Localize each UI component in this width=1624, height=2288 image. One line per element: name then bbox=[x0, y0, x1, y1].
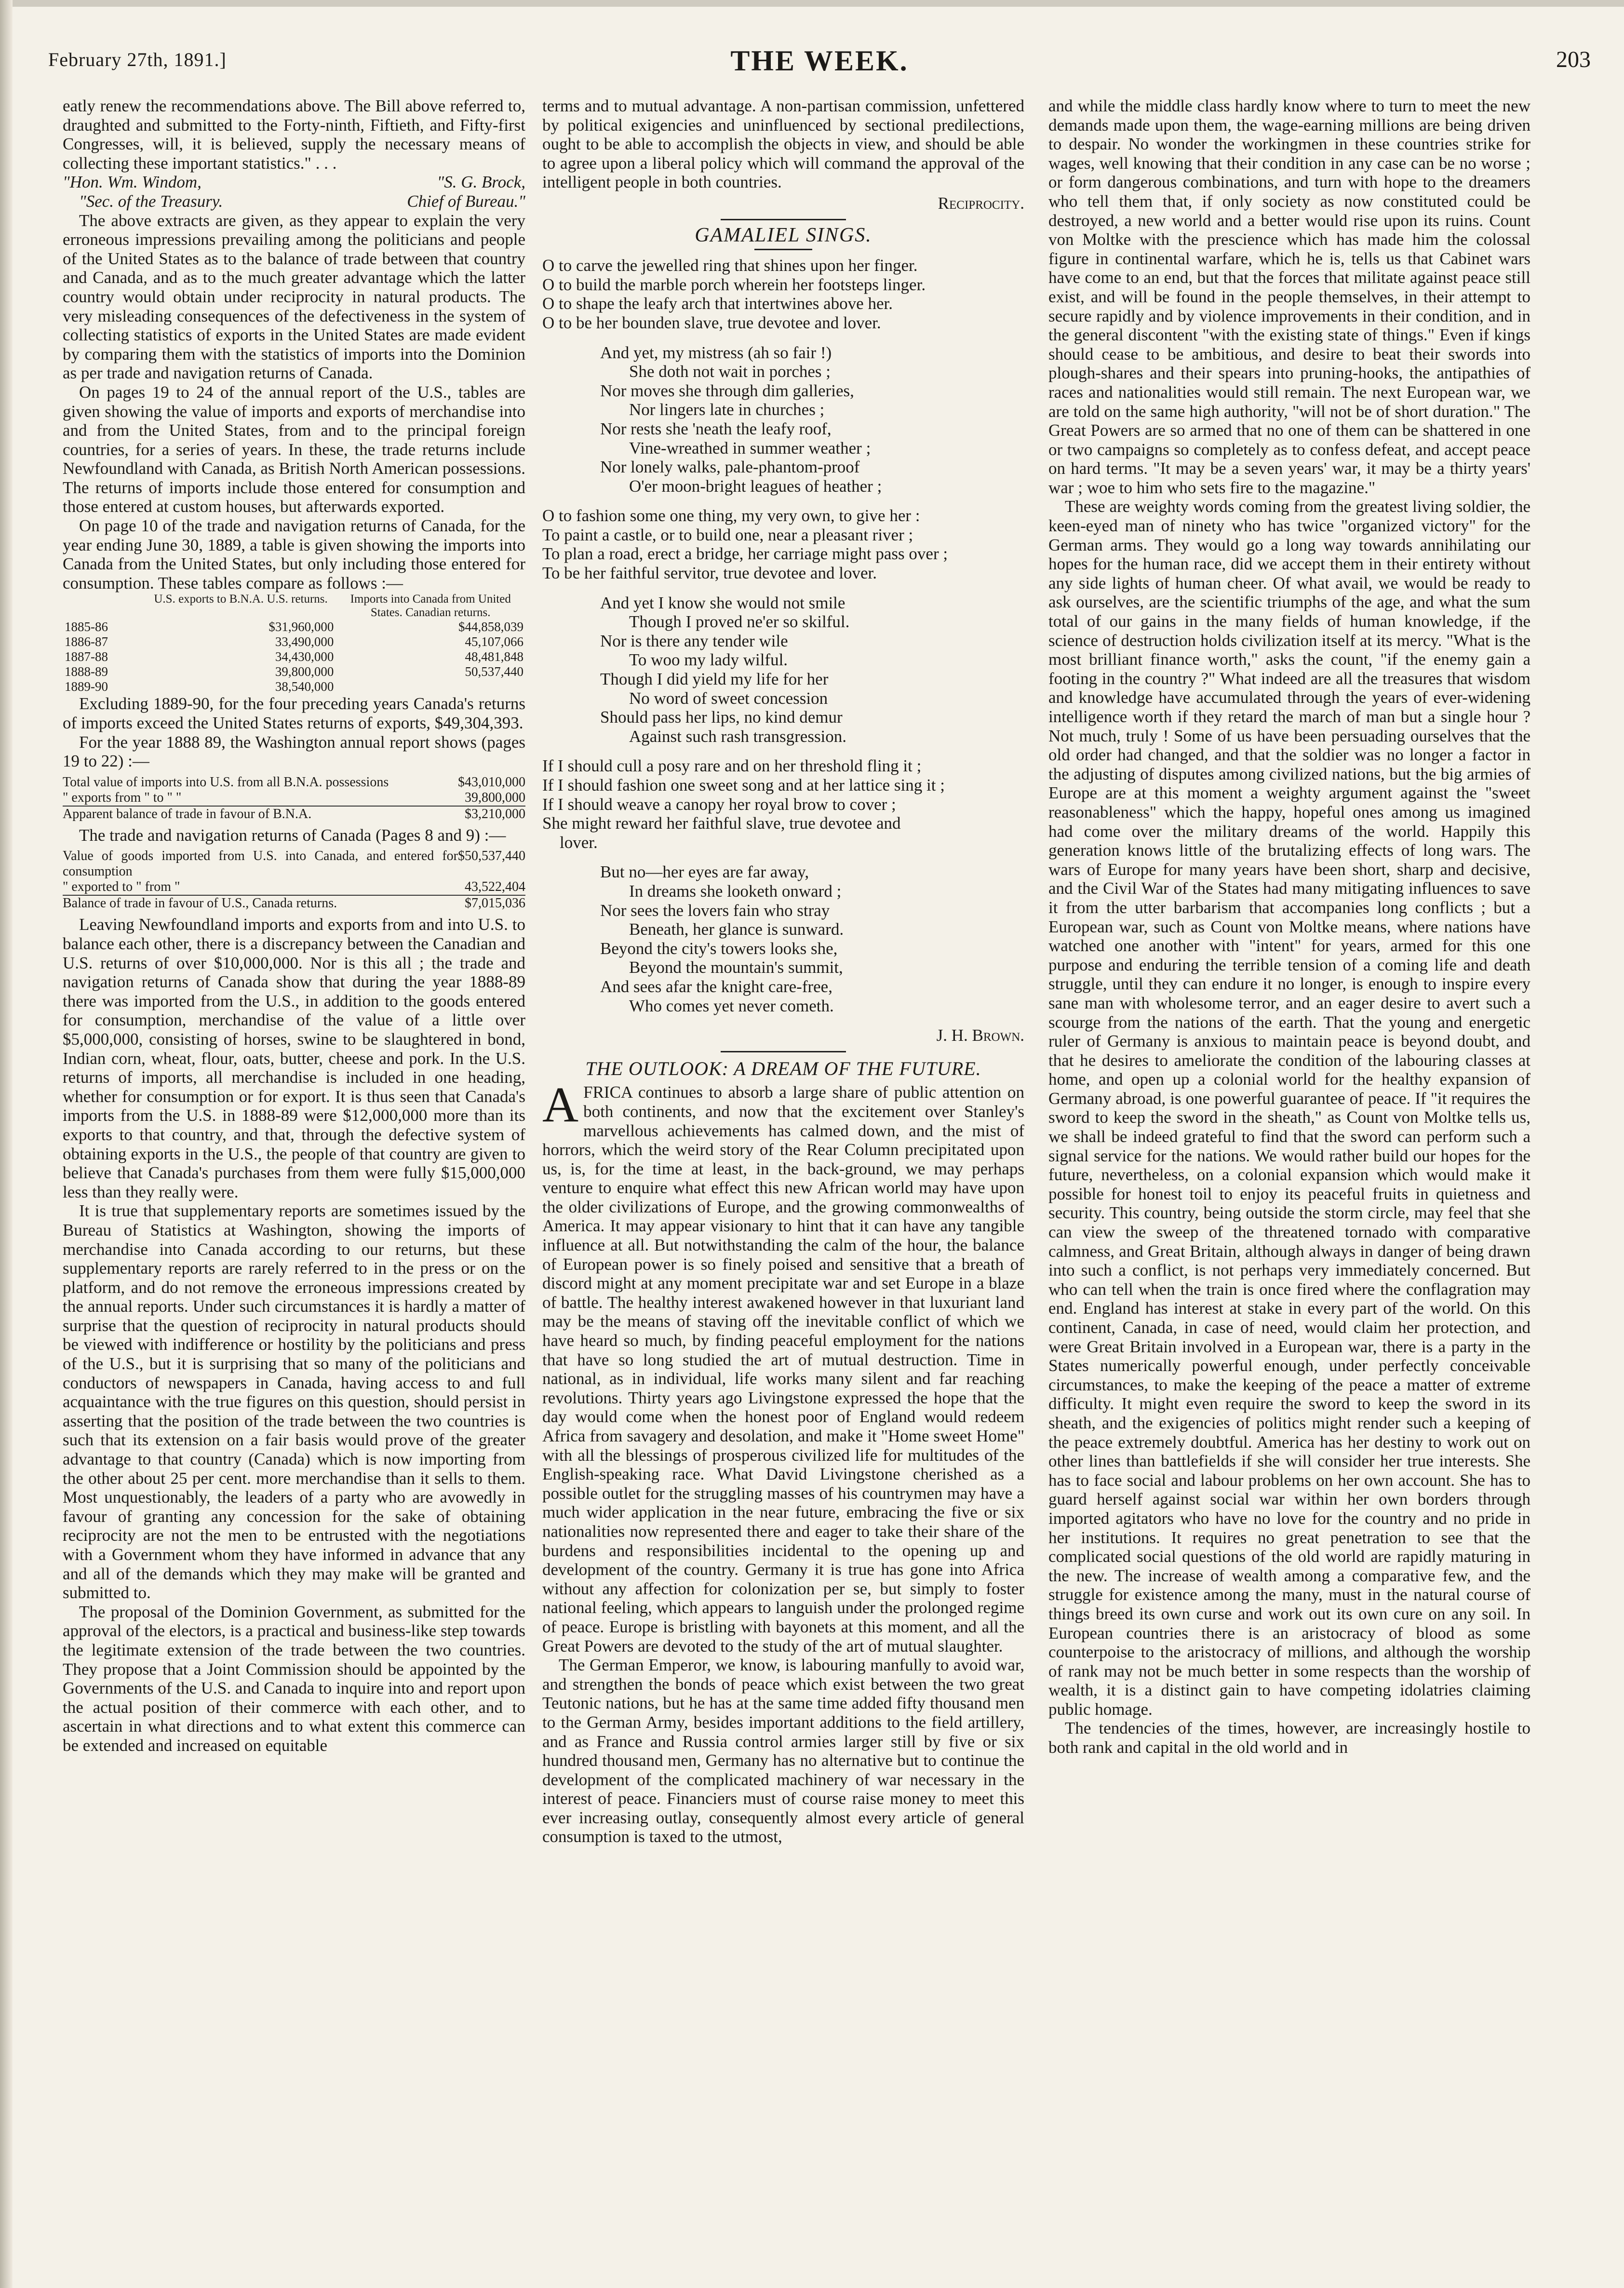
table-cell-year: 1885-86 bbox=[65, 619, 108, 634]
poem-line: She might reward her faithful slave, true devotee and bbox=[542, 814, 901, 833]
table-row bbox=[63, 634, 525, 649]
poem-line: And yet, my mistress (ah so fair !) bbox=[600, 343, 832, 362]
publication-title: THE WEEK. bbox=[730, 45, 909, 77]
poem-line: Nor is there any tender wile bbox=[600, 631, 788, 650]
poem-stanza bbox=[542, 256, 1024, 332]
signature-block bbox=[63, 173, 525, 192]
signature-left-title: "Sec. of the Treasury. bbox=[79, 191, 223, 211]
poem-line: Should pass her lips, no kind demur bbox=[600, 708, 843, 727]
table-cell-us-exports: 34,430,000 bbox=[275, 649, 334, 664]
paragraph: eatly renew the recommendations above. The Bill above referred to, draughted and submitted to the Forty-ninth, Fiftieth, and Fifty-first Congresses, will, it is believed, supply the necessary means of collecting these important statistics." . . . bbox=[63, 96, 525, 173]
table-cell-us-exports: 38,540,000 bbox=[275, 679, 334, 694]
poem-line: To be her faithful servitor, true devotee and lover. bbox=[542, 564, 877, 583]
poem-line: Against such rash transgression. bbox=[629, 727, 847, 746]
column-2 bbox=[542, 96, 1024, 2271]
totals-row bbox=[63, 895, 525, 911]
table-cell-us-exports: $31,960,000 bbox=[268, 619, 334, 634]
poem-line: Nor moves she through dim galleries, bbox=[600, 381, 854, 400]
totals-label: Value of goods imported from U.S. into Canada, and entered for consumption bbox=[63, 848, 458, 879]
table-header-b: Imports into Canada from United States. Canadian returns. bbox=[350, 592, 511, 619]
table-cell-canada-imports: 48,481,848 bbox=[465, 649, 523, 664]
page-number: 203 bbox=[1556, 47, 1591, 72]
table-cell-year: 1888-89 bbox=[65, 664, 108, 679]
poem-line: O to shape the leafy arch that intertwines above her. bbox=[542, 294, 893, 313]
paragraph: Leaving Newfoundland imports and exports from and into U.S. to balance each other, there is a discrepancy between the Canadian and U.S. returns of over $10,000,000. Nor is this all ; the trade and navigation returns of Canada show that during the year 1888-89 there was imported from the U.S., in addition to the goods entered for consumption, merchandise of the value of a little over $5,000,000, consisting of horses, swine to be slaughtered in bond, Indian corn, wheat, flour, oats, butter, cheese and pork. In the U.S. returns of imports, all merchandise is included in one heading, whether for consumption or for export. It is thus seen that Canada's imports from the U.S. in 1888-89 were $12,000,000 more than its exports to that country, and that, through the defective system of obtaining exports in the U.S., the people of that country are given to believe that Canada's purchases from them were fully $15,000,000 less than they really were. bbox=[63, 915, 525, 1201]
table-cell-canada-imports: $44,858,039 bbox=[458, 619, 523, 634]
totals-row bbox=[63, 806, 525, 822]
poem-line: Beneath, her glance is sunward. bbox=[629, 920, 844, 939]
paragraph: These are weighty words coming from the greatest living soldier, the keen-eyed man of ninety who has twice "organized victory" for the German arms. They would go a long way towards annihilating our hopes for the human race, did we accept them in their entirety without any side lights of human cheer. Of what avail, we would be ready to ask ourselves, are the scientific triumphs of the age, and what the sum total of our gains in the many fields of human knowledge, if the science of destruction holds civilization itself at its mercy. "What is the most brilliant finance worth," asks the count, "if the enemy gain a footing in the country ?" What indeed are all the treasures that wisdom and knowledge have accumulated through the years of ever-widening intelligence worth if they retard the march of man but a single hour ? Not much, truly ! Some of us have been persuading ourselves that the old order had changed, and that the soldier was no longer a factor in the adjusting of disputes among civilized nations, but the big armies of Europe are at this moment a weighty argument against the "sweet reasonableness" which the happy, hopeful ones among us imagined had come over the military dreams of the world. Happily this generation knows little of the brutalizing effects of long wars. The wars of Europe for many years have been short, sharp and decisive, and the Civil War of the States had many mitigating influences to save it from the utter barbarism that accompanies long conflicts ; but a European war, such as Count von Moltke means, where nations have watched one another with "intent" for years, armed for this one purpose and enduring the terrible tension of a coming life and death struggle, until they can endure it no longer, is enough to inspire every sane man with wholesome terror, and an eager desire to avert such a scourge from the nations of the earth. That the young and energetic ruler of Germany is anxious to maintain peace is beyond doubt, and that he desires to ameliorate the condition of the labouring classes at home, and open up a colonial world for the healthy expansion of Germany abroad, is one powerful guarantee of peace. If "it requires the sword to keep the sword in the sheath," as Count von Moltke tells us, we shall be indeed grateful to find that the sword can perform such a signal service for the nations. We would rather build our hopes for the future, nevertheless, on a colonial expansion which would make it possible for honest toil to enjoy its peaceful fruits in quietness and security. This country, being outside the storm circle, may feel that she can view the sweep of the threatened tornado with comparative calmness, and Great Britain, although always in danger of being drawn into such a conflict, is not perhaps very immediately concerned. But who can tell when the train is once fired where the conflagration may end. England has interest at stake in every part of the world. On this continent, Canada, in case of need, would claim her protection, and were Great Britain involved in a European war, there is a party in the States numerically powerful enough, under perfectly conceivable circumstances, to make the keeping of the peace a matter of extreme difficulty. It might even require the sword to keep the sword in its sheath, and the exigencies of politics might render such a keeping of the peace extremely doubtful. America has her destiny to work out on other lines than battlefields if she will consider her true interests. She has to face social and labour problems on her own account. She has to guard herself against social war within her own borders through imported agitators who have no love for the country and no pride in her institutions. It requires no great penetration to see that the complicated social questions of the old world are rapidly maturing in the new. The increase of wealth among a comparative few, and the struggle for existence among the many, must in the natural course of things breed its own curse and work out its own cure on any soil. In European countries there is an aristocracy of blood as some counterpoise to the aristocracy of millions, and although the worship of rank may not be much better in some respects than the worship of wealth, it is a distinct gain to have competing idolatries claiming public homage. bbox=[1048, 497, 1530, 1719]
poem-title: GAMALIEL SINGS. bbox=[695, 224, 872, 246]
poem-line: O to carve the jewelled ring that shines upon her finger. bbox=[542, 256, 918, 275]
poem-stanza bbox=[542, 862, 1024, 1015]
poem-stanza bbox=[542, 593, 1024, 746]
poem-line: Nor sees the lovers fain who stray bbox=[600, 901, 830, 920]
canada-returns-totals bbox=[63, 848, 525, 911]
paragraph: On pages 19 to 24 of the annual report of the U.S., tables are given showing the value of imports and exports of merchandise into and from the United States, from and to the principal foreign countries, for a series of years. In these, the trade returns include Newfoundland with Canada, as British North American possessions. The returns of imports include those entered for consumption and those entered at custom houses, but afterwards exported. bbox=[63, 382, 525, 516]
page-header bbox=[48, 44, 1591, 78]
signature-right-title: Chief of Bureau." bbox=[407, 191, 525, 211]
totals-value: $43,010,000 bbox=[458, 774, 525, 790]
table-cell-year: 1887-88 bbox=[65, 649, 108, 664]
poem-line: Vine-wreathed in summer weather ; bbox=[629, 438, 871, 458]
paragraph: The above extracts are given, as they appear to explain the very erroneous impressions prevailing among the politicians and people of the United States as to the balance of trade between that country and Canada, and as to the much greater advantage which the latter country would obtain under reciprocity in natural products. The very misleading consequences of the defectiveness in the system of collecting statistics of exports in the United States are made evident by comparing them with the statistics of imports into the Dominion as per trade and navigation returns of Canada. bbox=[63, 211, 525, 383]
table-row bbox=[63, 664, 525, 679]
poem-stanza bbox=[542, 756, 1024, 852]
totals-label: " exports from " to " " bbox=[63, 790, 182, 805]
totals-row bbox=[63, 848, 525, 879]
table-cell-canada-imports: 50,537,440 bbox=[465, 664, 523, 679]
totals-value: 39,800,000 bbox=[465, 790, 525, 805]
paragraph: The trade and navigation returns of Canada (Pages 8 and 9) :— bbox=[79, 825, 506, 845]
poem-stanza bbox=[542, 343, 1024, 496]
paragraph-text: FRICA continues to absorb a large share of public attention on both continents, and now that the excitement over Stanley's marvellous achievements has calmed down, and the mist of horrors, which the weird story of the Rear Column precipitated upon us, is, for the time at least, in the back-ground, we may perhaps venture to enquire what effect this new African world may have upon the older civilizations of Europe, and the growing commonwealths of America. It may appear visionary to hint that it can have any tangible influence at all. But notwithstanding the calm of the hour, the balance of European power is so finely poised and sensitive that a breath of discord might at any moment precipitate war and set Europe in a blaze of battle. The healthy interest awakened however in that luxuriant land may be the means of staving off the inevitable conflict of which we have heard so much, by finding peaceful employment for the nations that have so long studied the art of mutual destruction. Time in national, as in individual, life works many silent and far reaching revolutions. Thirty years ago Livingstone expressed the hope that the day would come when the honest poor of England would redeem Africa from savagery and desolation, and make it "Home sweet Home" with all the blessings of prosperous civilized life for multitudes of the English-speaking race. What David Livingstone cherished as a possible outlet for the struggling masses of his countrymen may have a much wider application in the near future, embracing the five or six nationalities now represented there and eager to take their share of the burdens and responsibilities incidental to the opening up and development of the country. Germany it is true has gone into Africa without any affection for colonization per se, but simply to foster national feeling, which appears to languish under the prolonged regime of peace. Europe is bristling with bayonets at this moment, and all the Great Powers are devoted to the study of the art of mutual slaughter. bbox=[542, 1083, 1024, 1655]
poem bbox=[542, 256, 1024, 1015]
paragraph: and while the middle class hardly know where to turn to meet the new demands made upon them, the wage-earning millions are being driven to despair. No wonder the workingmen in these countries strike for wages, well knowing that their condition in any case can be no worse ; or form dangerous combinations, and turn with hope to the dreamers who tell them that, if only society as now constituted could be destroyed, a new world and a better would rise upon its ruins. Count von Moltke with the prescience which has made him the colossal figure in continental warfare, which he is, tells us that Cabinet wars have come to an end, but that the forces that militate against peace still exist, and will be found in the people themselves, in their attempt to secure rapidly and by violence improvements in their condition, and in the general discontent "with the existing state of things." Even if kings should cease to be ambitious, and desire to beat their swords into plough-shares and their spears into pruning-hooks, the antipathies of races and nationalities would still remain. The next European war, we are told on the same high authority, "will not be of short duration." The Great Powers are so armed that no one of them can be shattered in one or two campaigns so completely as to confess defeat, and accept peace on hard terms. "It may be a seven years' war, it may be a thirty years' war ; woe to him who sets fire to the magazine." bbox=[1048, 96, 1530, 497]
poem-line: To paint a castle, or to build one, near a pleasant river ; bbox=[542, 525, 913, 544]
paragraph: It is true that supplementary reports are sometimes issued by the Bureau of Statistics at Washington, showing the imports of merchandise into Canada according to our returns, but these supplementary reports are rarely referred to in the press or on the platform, and do not remove the erroneous impressions created by the annual reports. Under such circumstances it is hardly a matter of surprise that the question of reciprocity in natural products should be viewed with indifference or hostility by the politicians and press of the U.S., but it is surprising that so many of the politicians and conductors of newspapers in Canada, having access to and full acquaintance with the true figures on this question, should persist in asserting that the position of the trade between the two countries is such that its extension on a fair basis would prove of the greater advantage to that country (Canada) which is now importing from the other about 25 per cent. more merchandise than it sells to them. Most unquestionably, the leaders of a party who are avowedly in favour of granting any concession for the sake of obtaining reciprocity are not the men to be entrusted with the negotiations with a Government whom they have informed in advance that any and all of the demands which they may make will be granted and submitted to. bbox=[63, 1201, 525, 1602]
poem-line: And yet I know she would not smile bbox=[600, 593, 846, 612]
poem-line: Beyond the city's towers looks she, bbox=[600, 939, 838, 958]
poem-line: Though I proved ne'er so skilful. bbox=[629, 612, 850, 632]
poem-line: To plan a road, erect a bridge, her carriage might pass over ; bbox=[542, 544, 948, 564]
poem-line: lover. bbox=[560, 833, 598, 852]
washington-report-totals bbox=[63, 775, 525, 822]
poem-line: To woo my lady wilful. bbox=[629, 650, 788, 670]
column-1 bbox=[63, 96, 525, 2271]
paragraph: The tendencies of the times, however, are increasingly hostile to both rank and capital in the old world and in bbox=[1048, 1719, 1530, 1757]
paragraph: For the year 1888 89, the Washington annual report shows (pages 19 to 22) :— bbox=[63, 732, 525, 771]
poem-line: O to fashion some one thing, my very own, to give her : bbox=[542, 506, 920, 525]
table-cell-canada-imports: 45,107,066 bbox=[465, 634, 523, 649]
paragraph bbox=[542, 1077, 1024, 1655]
poem-line: Who comes yet never cometh. bbox=[629, 996, 834, 1015]
table-cell-year: 1889-90 bbox=[65, 679, 108, 694]
table-header-a: U.S. exports to B.N.A. U.S. returns. bbox=[154, 592, 328, 606]
signature-right: "S. G. Brock, bbox=[437, 173, 525, 192]
poem-line: But no—her eyes are far away, bbox=[600, 862, 809, 882]
section-divider bbox=[721, 1051, 846, 1052]
totals-label: Total value of imports into U.S. from all B.N.A. possessions bbox=[63, 774, 389, 790]
table-body bbox=[63, 619, 525, 694]
scan-top-edge bbox=[0, 0, 1624, 7]
totals-label: " exported to " from " bbox=[63, 879, 180, 895]
totals-row bbox=[63, 775, 525, 790]
totals-value: $7,015,036 bbox=[465, 896, 525, 911]
totals-label: Balance of trade in favour of U.S., Canada returns. bbox=[63, 896, 337, 911]
table-cell-year: 1886-87 bbox=[65, 634, 108, 649]
poem-line: Though I did yield my life for her bbox=[600, 670, 829, 689]
issue-date: February 27th, 1891.] bbox=[48, 49, 227, 70]
table-row bbox=[63, 679, 525, 694]
table-cell-canada-imports bbox=[336, 679, 525, 694]
drop-cap: A bbox=[542, 1077, 579, 1133]
poem-line: Nor rests she 'neath the leafy roof, bbox=[600, 419, 832, 438]
article-signature: Reciprocity. bbox=[938, 193, 1024, 213]
table-cell-us-exports: 39,800,000 bbox=[275, 664, 334, 679]
table-row bbox=[63, 649, 525, 664]
totals-value: $50,537,440 bbox=[458, 848, 525, 864]
scan-left-edge bbox=[0, 0, 13, 2288]
paragraph: The proposal of the Dominion Government, as submitted for the approval of the electors, is a practical and business-like step towards the legitimate extension of the trade between the two countries. They propose that a Joint Commission should be appointed by the Governments of the U.S. and Canada to inquire into and report upon the actual position of their commerce with each other, and to ascertain in what directions and to what extent this commerce can be extended and increased on equitable bbox=[63, 1602, 525, 1755]
poem-line: No word of sweet concession bbox=[629, 688, 828, 708]
poem-signature: J. H. Brown. bbox=[936, 1026, 1024, 1045]
paragraph: terms and to mutual advantage. A non-partisan commission, unfettered by political exigencies and uninfluenced by sectional predilections, ought to be able to accomplish the objects in view, and should be able to agree upon a liberal policy which will command the approval of the intelligent people in both countries. bbox=[542, 96, 1024, 192]
poem-line: Beyond the mountain's summit, bbox=[629, 958, 843, 977]
paragraph: The German Emperor, we know, is labouring manfully to avoid war, and strengthen the bonds of peace which exist between the two great Teutonic nations, but he has at the same time added fifty thousand men to the German Army, besides important additions to the field artillery, and as France and Russia control armies larger still by five or six hundred thousand men, Germany has no alternative but to continue the development of the complicated machinery of war necessary in the interest of peace. Financiers must of course raise money to meet this ever increasing outlay, consequently almost every article of general consumption is taxed to the utmost, bbox=[542, 1655, 1024, 1846]
totals-value: 43,522,404 bbox=[465, 879, 525, 895]
table-row bbox=[63, 619, 525, 634]
totals-value: $3,210,000 bbox=[465, 806, 525, 821]
trade-comparison-table bbox=[63, 592, 525, 694]
poem-line: She doth not wait in porches ; bbox=[629, 362, 831, 381]
poem-line: If I should weave a canopy her royal brow to cover ; bbox=[542, 794, 896, 814]
totals-label: Apparent balance of trade in favour of B.N.A. bbox=[63, 806, 312, 821]
signature-block-titles bbox=[63, 192, 525, 211]
paragraph: Excluding 1889-90, for the four preceding years Canada's returns of imports exceed the United States returns of exports, $49,304,393. bbox=[63, 694, 525, 733]
poem-line: Nor lingers late in churches ; bbox=[629, 400, 825, 419]
totals-row bbox=[63, 879, 525, 895]
poem-line: And sees afar the knight care-free, bbox=[600, 977, 832, 996]
section-divider bbox=[721, 219, 846, 220]
poem-line: If I should fashion one sweet song and at her lattice sing it ; bbox=[542, 776, 945, 794]
poem-line: O to build the marble porch wherein her footsteps linger. bbox=[542, 275, 926, 294]
poem-stanza bbox=[542, 506, 1024, 582]
poem-line: In dreams she looketh onward ; bbox=[629, 881, 842, 901]
poem-line: If I should cull a posy rare and on her threshold fling it ; bbox=[542, 756, 922, 776]
totals-row bbox=[63, 790, 525, 806]
table-cell-us-exports: 33,490,000 bbox=[275, 634, 334, 649]
poem-line: Nor lonely walks, pale-phantom-proof bbox=[600, 458, 860, 477]
poem-line: O'er moon-bright leagues of heather ; bbox=[629, 476, 882, 496]
poem-line: O to be her bounden slave, true devotee and lover. bbox=[542, 313, 881, 332]
column-3 bbox=[1048, 96, 1530, 2271]
signature-left: "Hon. Wm. Windom, bbox=[63, 173, 201, 192]
paragraph: On page 10 of the trade and navigation returns of Canada, for the year ending June 30, 1889, a table is given showing the imports into Canada from the United States, but only including those entered for consumption. These tables compare as follows :— bbox=[63, 516, 525, 592]
article-title: THE OUTLOOK: A DREAM OF THE FUTURE. bbox=[585, 1057, 981, 1079]
title-divider bbox=[754, 249, 812, 250]
